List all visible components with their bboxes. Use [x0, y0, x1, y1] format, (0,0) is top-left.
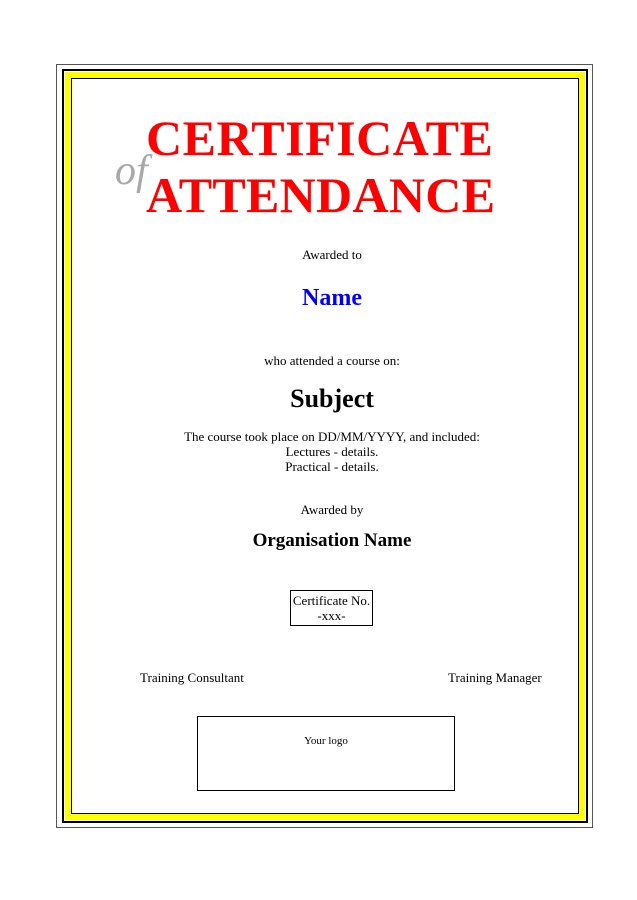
signatory-training-consultant: Training Consultant: [140, 670, 244, 685]
logo-placeholder-box: [197, 716, 455, 791]
course-date-line: The course took place on DD/MM/YYYY, and included:: [184, 429, 480, 444]
course-details: [71, 429, 593, 474]
certificate-number-value: -xxx-: [317, 608, 346, 623]
recipient-name: Name: [302, 285, 362, 311]
certificate-number-box: [290, 590, 373, 626]
signatory-training-manager: Training Manager: [448, 670, 542, 685]
course-subject: Subject: [290, 384, 374, 413]
title-certificate: CERTIFICATE: [146, 110, 494, 166]
logo-placeholder-text: Your logo: [304, 735, 348, 747]
lectures-line: Lectures - details.: [285, 444, 379, 459]
awarded-to-label: Awarded to: [302, 247, 362, 262]
awarded-by-label: Awarded by: [300, 502, 364, 517]
organisation-name: Organisation Name: [252, 530, 412, 551]
title-attendance: ATTENDANCE: [146, 167, 496, 223]
attended-label: who attended a course on:: [264, 353, 400, 368]
practical-line: Practical - details.: [285, 459, 379, 474]
title-of-word: of: [115, 148, 148, 194]
certificate-number-label: Certificate No.: [292, 593, 371, 608]
